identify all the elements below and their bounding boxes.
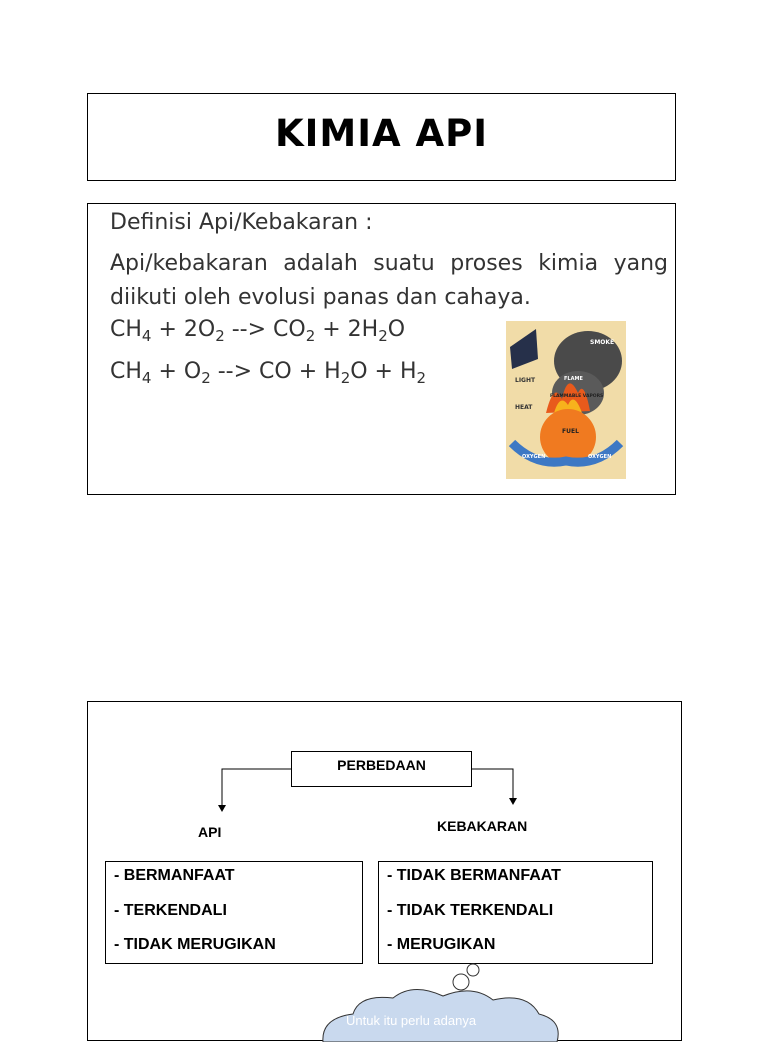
oxygen-left-label: OXYGEN bbox=[522, 454, 546, 460]
list-item: - TIDAK MERUGIKAN bbox=[114, 936, 276, 953]
comparison-diagram bbox=[87, 701, 682, 1041]
list-item: - TIDAK BERMANFAAT bbox=[387, 867, 561, 884]
vapors-label: FLAMMABLE VAPORS bbox=[550, 394, 604, 399]
list-item: - BERMANFAAT bbox=[114, 867, 235, 884]
left-connector bbox=[222, 769, 291, 807]
api-heading: API bbox=[198, 824, 222, 840]
equation-incomplete-combustion: $CH_4 + O_2$ --> CO + $H_2O + H_2$ bbox=[110, 359, 427, 387]
fire-tetrahedron-image bbox=[506, 321, 626, 479]
kebakaran-traits-box bbox=[378, 861, 653, 964]
list-item: - TIDAK TERKENDALI bbox=[387, 902, 554, 919]
light-label: LIGHT bbox=[515, 377, 536, 384]
oxygen-right-label: OXYGEN bbox=[588, 454, 612, 460]
perbedaan-label: PERBEDAAN bbox=[337, 757, 426, 773]
smoke-label: SMOKE bbox=[590, 339, 615, 346]
right-arrowhead bbox=[509, 798, 517, 805]
heat-label: HEAT bbox=[515, 404, 533, 411]
list-item: - TERKENDALI bbox=[114, 902, 227, 919]
thought-bubble-medium bbox=[453, 974, 469, 990]
definition-box bbox=[87, 203, 676, 495]
definition-body: Api/kebakaran adalah suatu proses kimia yang diikuti oleh evolusi panas dan cahaya. bbox=[110, 251, 668, 310]
right-connector bbox=[472, 769, 513, 800]
equation-complete-combustion: $CH_4 + 2O_2$ --> $CO_2 + 2H_2O$ bbox=[110, 317, 406, 345]
fuel-label: FUEL bbox=[562, 428, 579, 435]
thought-bubble-small bbox=[467, 964, 479, 976]
list-item: - MERUGIKAN bbox=[387, 936, 496, 953]
title-box bbox=[87, 93, 676, 181]
thought-cloud bbox=[313, 960, 563, 1042]
perbedaan-node bbox=[291, 751, 472, 787]
flame-label: FLAME bbox=[564, 376, 583, 382]
cloud-caption: Untuk itu perlu adanya bbox=[346, 1013, 477, 1028]
definition-heading: Definisi Api/Kebakaran : bbox=[110, 210, 373, 235]
api-traits-box bbox=[105, 861, 363, 964]
left-arrowhead bbox=[218, 805, 226, 812]
page-title: KIMIA API bbox=[274, 112, 489, 155]
kebakaran-heading: KEBAKARAN bbox=[437, 818, 528, 834]
